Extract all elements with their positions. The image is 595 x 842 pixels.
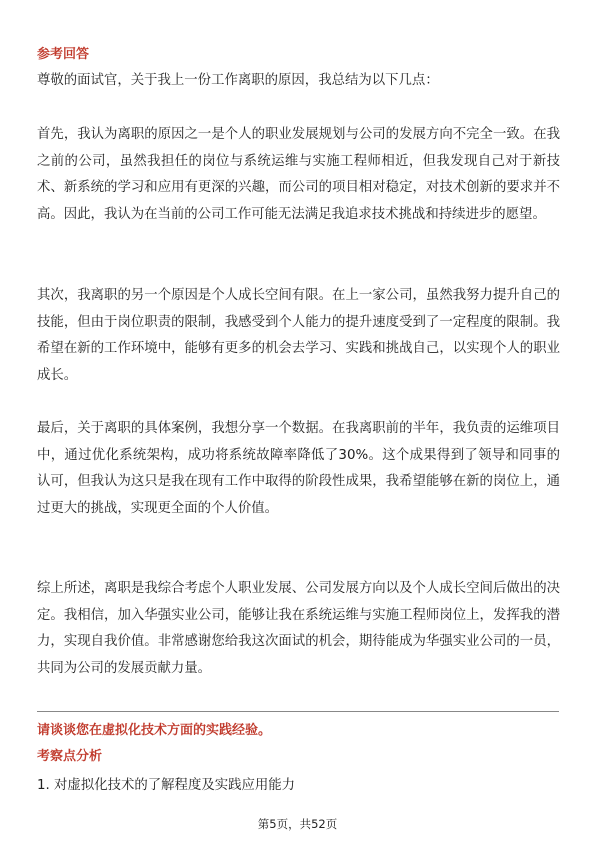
- case-paragraph: 最后，关于离职的具体案例，我想分享一个数据。在我离职前的半年，我负责的运维项目中，通过优化系统架构，成功将系统故障率降低了30%。这个成果得到了领导和同事的认可，但我认为这只是我在现有工作中取得的阶段性成果，我希望能够在新的岗位上，通过更大的挑战，实现更全面的个人价值。: [37, 421, 560, 516]
- analysis-item: 1. 对虚拟化技术的了解程度及实践应用能力: [37, 778, 296, 793]
- first-reason-paragraph: 首先，我认为离职的原因之一是个人的职业发展规划与公司的发展方向不完全一致。在我之前的公司，虽然我担任的岗位与系统运维与实施工程师相近，但我发现自己对于新技术、新系统的学习和应用有更深的兴趣，而公司的项目相对稳定，对技术创新的要求并不高。因此，我认为在当前的公司工作可能无法满足我追求技术挑战和持续进步的愿望。: [37, 127, 560, 222]
- intro-paragraph: 尊敬的面试官，关于我上一份工作离职的原因，我总结为以下几点：: [37, 73, 439, 88]
- section-divider: [37, 711, 559, 712]
- analysis-heading: 考察点分析: [37, 749, 103, 764]
- reference-answer-heading: 参考回答: [37, 47, 90, 62]
- page-footer: 第5页，共52页: [257, 817, 338, 831]
- summary-paragraph: 综上所述，离职是我综合考虑个人职业发展、公司发展方向以及个人成长空间后做出的决定。我相信，加入华强实业公司，能够让我在系统运维与实施工程师岗位上，发挥我的潜力，实现自我价值。非常感谢您给我这次面试的机会，期待能成为华强实业公司的一员，共同为公司的发展贡献力量。: [37, 581, 560, 676]
- second-reason-paragraph: 其次，我离职的另一个原因是个人成长空间有限。在上一家公司，虽然我努力提升自己的技能，但由于岗位职责的限制，我感受到个人能力的提升速度受到了一定程度的限制。我希望在新的工作环境中，能够有更多的机会去学习、实践和挑战自己，以实现个人的职业成长。: [37, 288, 560, 383]
- question-heading: 请谈谈您在虚拟化技术方面的实践经验。: [37, 723, 272, 738]
